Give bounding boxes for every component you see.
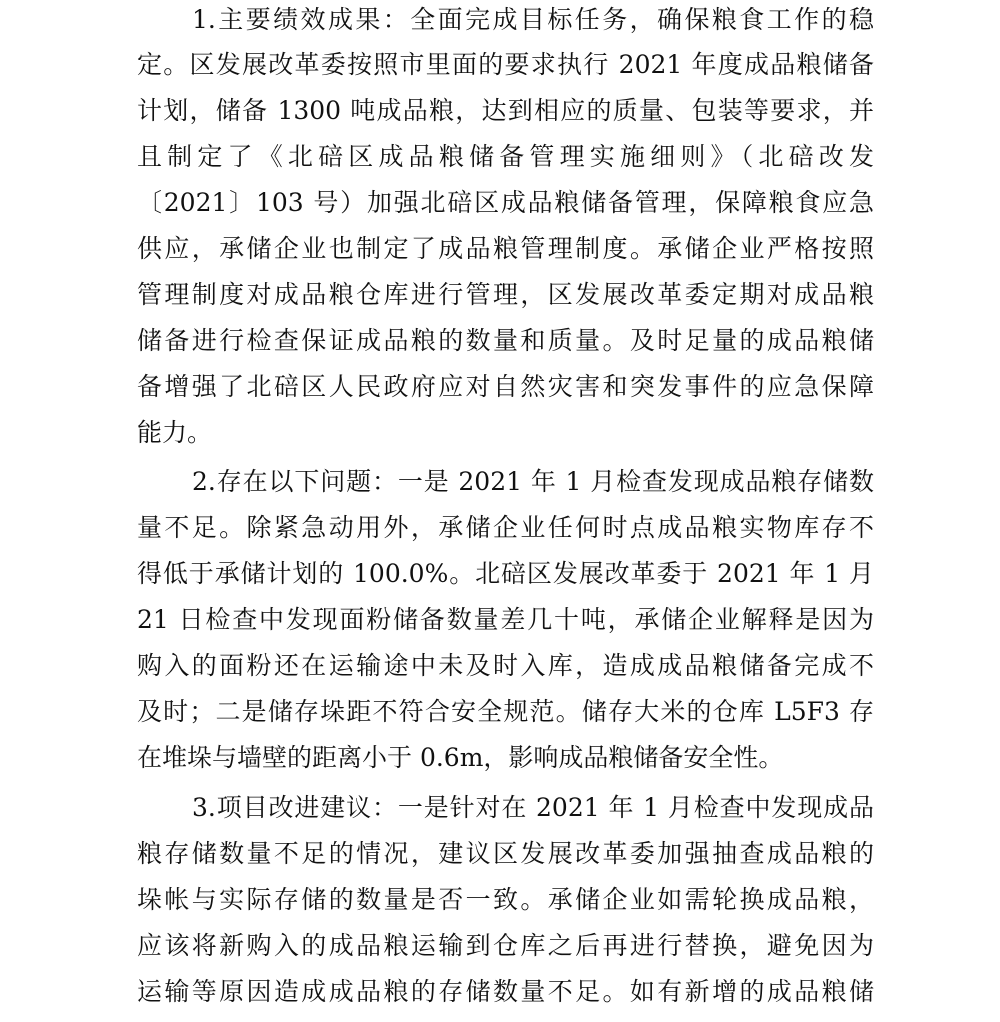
paragraph-1-line-6: 供应，承储企业也制定了成品粮管理制度。承储企业严格按照 — [137, 234, 874, 263]
paragraph-1-line-4: 且制定了《北碚区成品粮储备管理实施细则》（北碚改发 — [137, 142, 874, 171]
paragraph-3-line-3: 垛帐与实际存储的数量是否一致。承储企业如需轮换成品粮， — [137, 885, 874, 914]
paragraph-2-line-1: 2.存在以下问题：一是 2021 年 1 月检查发现成品粮存储数 — [192, 467, 874, 496]
paragraph-1-line-8: 储备进行检查保证成品粮的数量和质量。及时足量的成品粮储 — [137, 326, 874, 355]
paragraph-1-line-10: 能力。 — [137, 418, 213, 447]
paragraph-1-line-9: 备增强了北碚区人民政府应对自然灾害和突发事件的应急保障 — [137, 372, 874, 401]
paragraph-1-line-5: 〔2021〕103 号）加强北碚区成品粮储备管理，保障粮食应急 — [137, 188, 874, 217]
paragraph-2-line-2: 量不足。除紧急动用外，承储企业任何时点成品粮实物库存不 — [137, 513, 874, 542]
paragraph-2-line-6: 及时；二是储存垛距不符合安全规范。储存大米的仓库 L5F3 存 — [137, 697, 874, 726]
paragraph-1-line-3: 计划，储备 1300 吨成品粮，达到相应的质量、包装等要求，并 — [137, 96, 874, 125]
paragraph-3-line-1: 3.项目改进建议：一是针对在 2021 年 1 月检查中发现成品 — [192, 793, 874, 822]
paragraph-1-line-2: 定。区发展改革委按照市里面的要求执行 2021 年度成品粮储备 — [137, 50, 874, 79]
paragraph-3-line-5: 运输等原因造成成品粮的存储数量不足。如有新增的成品粮储 — [137, 977, 874, 1006]
paragraph-1-line-7: 管理制度对成品粮仓库进行管理，区发展改革委定期对成品粮 — [137, 280, 874, 309]
paragraph-2-line-3: 得低于承储计划的 100.0%。北碚区发展改革委于 2021 年 1 月 — [137, 559, 874, 588]
paragraph-3-line-2: 粮存储数量不足的情况，建议区发展改革委加强抽查成品粮的 — [137, 839, 874, 868]
paragraph-2-line-7: 在堆垛与墙壁的距离小于 0.6m，影响成品粮储备安全性。 — [137, 743, 784, 772]
paragraph-3-line-4: 应该将新购入的成品粮运输到仓库之后再进行替换，避免因为 — [137, 931, 874, 960]
paragraph-1-line-1: 1.主要绩效成果：全面完成目标任务，确保粮食工作的稳 — [192, 5, 874, 34]
paragraph-2-line-4: 21 日检查中发现面粉储备数量差几十吨，承储企业解释是因为 — [137, 605, 874, 634]
paragraph-2-line-5: 购入的面粉还在运输途中未及时入库，造成成品粮储备完成不 — [137, 651, 874, 680]
